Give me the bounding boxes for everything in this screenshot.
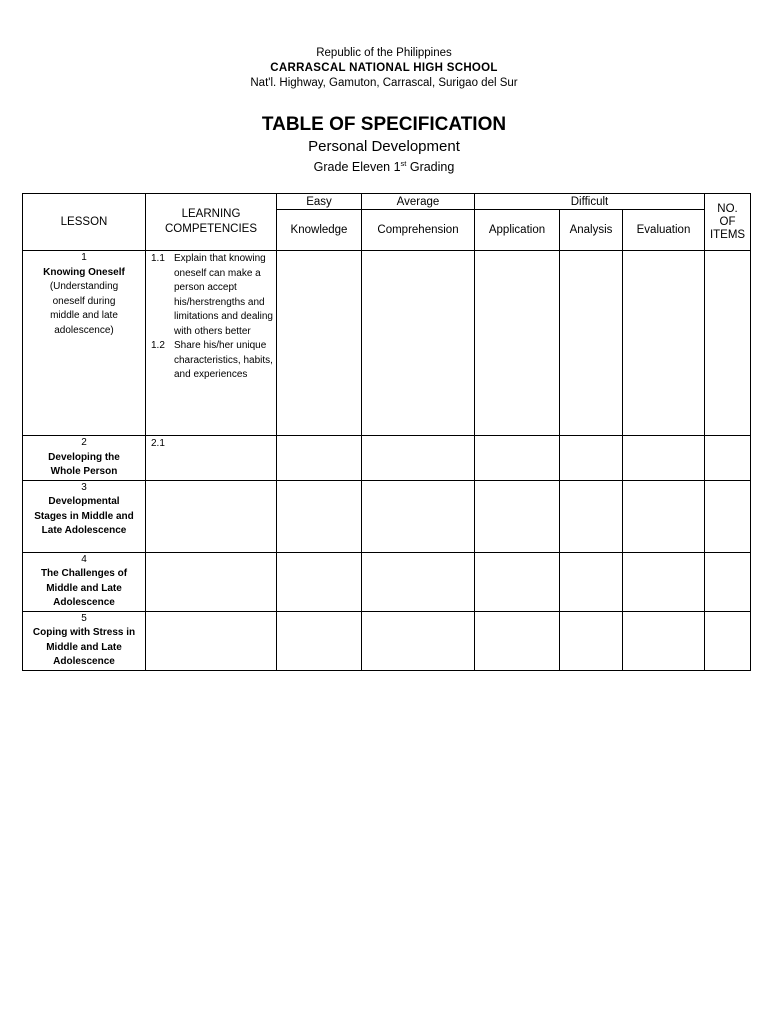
- analysis-cell: [560, 480, 623, 552]
- knowledge-cell: [277, 552, 362, 611]
- lesson-name: Coping with Stress in Middle and Late Adolescence: [32, 627, 136, 667]
- specification-table: [22, 193, 751, 671]
- application-cell: [475, 436, 560, 481]
- competencies-header-line2: COMPETENCIES: [164, 223, 257, 235]
- lesson-number: 1: [81, 252, 87, 263]
- analysis-cell: [560, 552, 623, 611]
- analysis-cell: [560, 436, 623, 481]
- comprehension-cell: [362, 251, 475, 436]
- lesson-number: 4: [81, 553, 87, 565]
- evaluation-cell: [623, 552, 705, 611]
- analysis-cell: [560, 251, 623, 436]
- lesson-number: 5: [81, 612, 87, 624]
- competencies-cell: [146, 251, 277, 436]
- competency-number: 1.1: [151, 253, 165, 264]
- items-header-line2: OF: [719, 215, 736, 228]
- lesson-name: Developmental Stages in Middle and Late Adolescence: [34, 496, 134, 536]
- analysis-cell: [560, 611, 623, 670]
- lesson-cell: [23, 480, 146, 552]
- lesson-number: 3: [81, 481, 87, 493]
- lesson-name: Developing the Whole Person: [48, 451, 120, 477]
- republic-line: Republic of the Philippines: [316, 47, 452, 59]
- comprehension-cell: [362, 436, 475, 481]
- lesson-cell: [23, 251, 146, 436]
- competency-item: [151, 252, 273, 339]
- lesson-name: The Challenges of Middle and Late Adolescence: [40, 568, 128, 608]
- application-cell: [475, 251, 560, 436]
- knowledge-cell: [277, 480, 362, 552]
- grading-prefix: Grade Eleven 1: [313, 160, 401, 175]
- knowledge-cell: [277, 611, 362, 670]
- knowledge-cell: [277, 251, 362, 436]
- evaluation-header: Evaluation: [623, 210, 705, 251]
- difficult-header: Difficult: [475, 194, 705, 210]
- lesson-header: LESSON: [23, 194, 146, 251]
- competencies-cell: [146, 552, 277, 611]
- lesson-cell: [23, 436, 146, 481]
- table-row: [23, 552, 751, 611]
- evaluation-cell: [623, 480, 705, 552]
- comprehension-cell: [362, 611, 475, 670]
- items-cell: [705, 552, 751, 611]
- application-header: Application: [475, 210, 560, 251]
- header-row-top: [23, 194, 751, 210]
- document-title: TABLE OF SPECIFICATION: [261, 114, 507, 135]
- competency-text: Share his/her unique characteristics, habits, and experiences: [174, 340, 273, 380]
- evaluation-cell: [623, 436, 705, 481]
- knowledge-cell: [277, 436, 362, 481]
- items-header-line1: NO.: [717, 202, 738, 215]
- comprehension-header: Comprehension: [362, 210, 475, 251]
- application-cell: [475, 611, 560, 670]
- items-cell: [705, 436, 751, 481]
- competencies-cell: [146, 611, 277, 670]
- competencies-cell: [146, 480, 277, 552]
- lesson-cell: [23, 611, 146, 670]
- competencies-cell: [146, 436, 277, 481]
- items-header: [705, 194, 751, 251]
- table-row: [23, 480, 751, 552]
- lesson-name: Knowing Oneself: [43, 266, 125, 278]
- lesson-cell: [23, 552, 146, 611]
- competency-text: [174, 437, 273, 452]
- table-row: [23, 436, 751, 481]
- competencies-header-line1: LEARNING: [181, 208, 241, 220]
- subject-title: Personal Development: [308, 138, 460, 155]
- application-cell: [475, 480, 560, 552]
- lesson-number: 2: [81, 437, 87, 448]
- analysis-header: Analysis: [560, 210, 623, 251]
- lesson-detail: (Understanding oneself during middle and late adolescence): [49, 281, 119, 336]
- competency-item: [151, 339, 273, 383]
- comprehension-cell: [362, 552, 475, 611]
- grading-period: [0, 159, 768, 174]
- application-cell: [475, 552, 560, 611]
- competency-number: 2.1: [151, 438, 165, 449]
- table-row: [23, 611, 751, 670]
- easy-header: Easy: [277, 194, 362, 210]
- knowledge-header: Knowledge: [277, 210, 362, 251]
- table-row: [23, 251, 751, 436]
- items-cell: [705, 480, 751, 552]
- school-address: Nat'l. Highway, Gamuton, Carrascal, Surigao del Sur: [250, 77, 518, 89]
- competencies-header: [146, 194, 277, 251]
- competency-text: Explain that knowing oneself can make a person accept his/herstrengths and limitations and dealing with others better: [174, 253, 273, 337]
- competency-item: [151, 437, 273, 452]
- school-name: CARRASCAL NATIONAL HIGH SCHOOL: [270, 62, 498, 74]
- competency-number: 1.2: [151, 340, 165, 351]
- items-cell: [705, 251, 751, 436]
- evaluation-cell: [623, 611, 705, 670]
- average-header: Average: [362, 194, 475, 210]
- document-header: [0, 46, 768, 91]
- comprehension-cell: [362, 480, 475, 552]
- grading-superscript: st: [400, 159, 407, 168]
- items-header-line3: ITEMS: [709, 228, 746, 241]
- items-cell: [705, 611, 751, 670]
- evaluation-cell: [623, 251, 705, 436]
- grading-suffix: Grading: [406, 160, 455, 175]
